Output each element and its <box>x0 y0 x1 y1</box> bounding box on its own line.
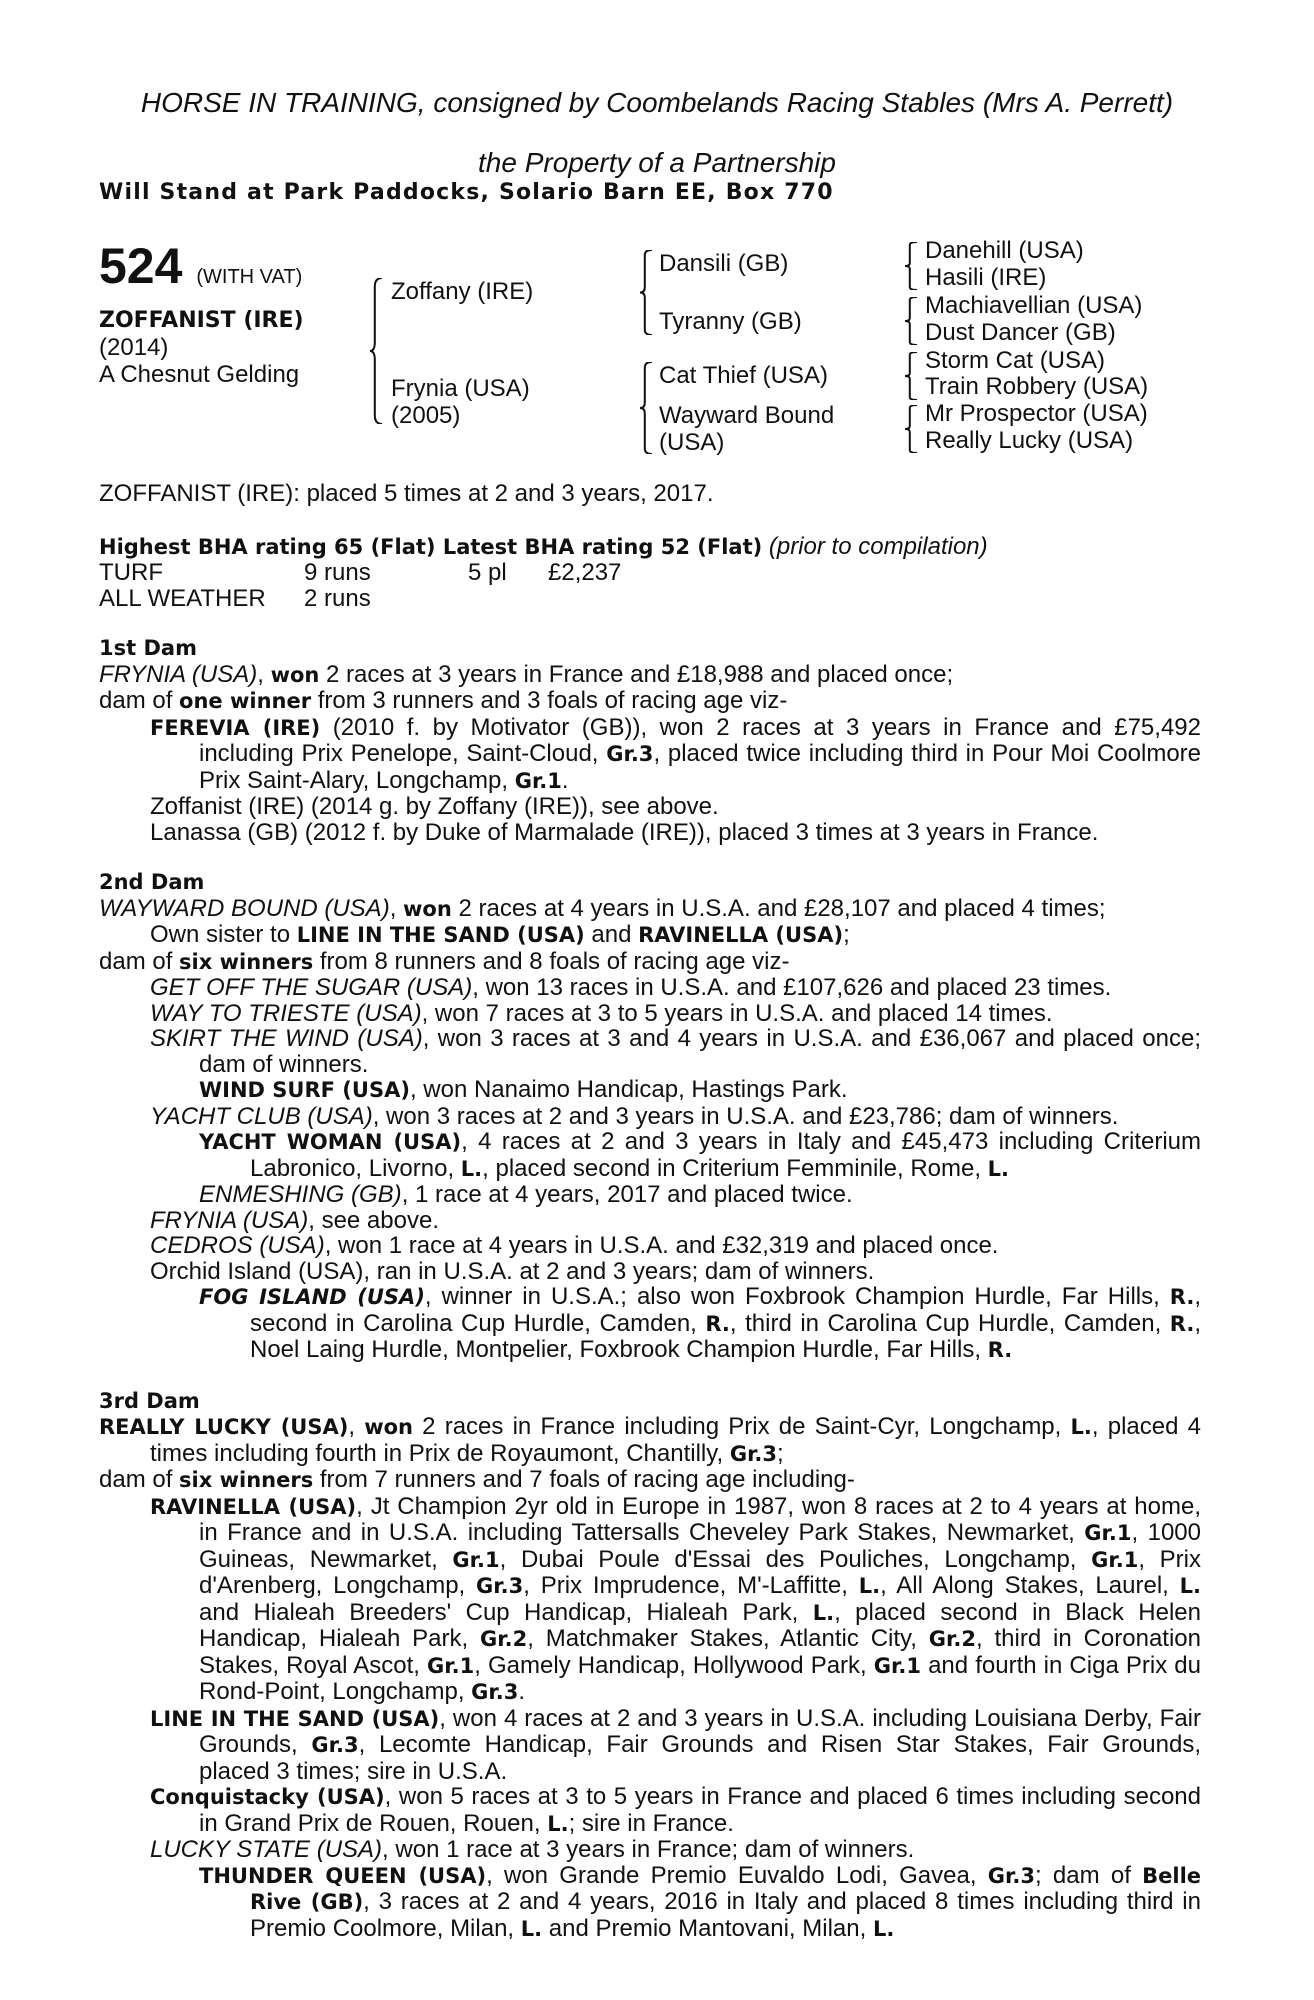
race-record <box>99 560 1201 611</box>
emphasis-text: Gr.3 <box>729 1441 778 1466</box>
pedigree-entry <box>99 1837 1201 1863</box>
entry-text: , won Grande Premio Euvaldo Lodi, Gavea, <box>486 1861 988 1889</box>
emphasis-text: L. <box>858 1574 881 1598</box>
entry-text: , Prix Imprudence, M'-Laffitte, <box>523 1572 859 1599</box>
emphasis-text: Conquistacky (USA) <box>150 1785 385 1809</box>
emphasis-text: FRYNIA (USA) <box>150 1206 309 1234</box>
entry-text: (2010 f. by Motivator (GB)), won 2 races at 3 years in France and £75,492 including Prix Penelope, Saint-Cloud, <box>199 713 1201 767</box>
emphasis-text: WIND SURF (USA) <box>199 1078 410 1102</box>
dam-dam: Wayward Bound <box>659 402 835 429</box>
gen4-ancestor: Danehill (USA) <box>925 237 1084 264</box>
pedigree-entry <box>99 1467 1201 1494</box>
gen4-ancestor: Dust Dancer (GB) <box>925 319 1116 346</box>
entry-text: and fourth in Ciga Prix du Rond-Point, Longchamp, <box>199 1651 1201 1705</box>
emphasis-text: Gr.2 <box>480 1627 528 1651</box>
entry-text: , won 3 races at 2 and 3 years in U.S.A. and £23,786; dam of winners. <box>372 1102 1119 1130</box>
emphasis-text: Gr.1 <box>1084 1521 1132 1545</box>
pedigree-brace <box>905 405 917 453</box>
entry-text: , won 5 races at 3 to 5 years in France and placed 6 times including second in Grand Prix de Rouen, Rouen, <box>199 1783 1201 1837</box>
entry-text: , placed second in Black Helen Handicap, Hialeah Park, <box>199 1598 1201 1652</box>
emphasis-text: Gr.1 <box>873 1653 921 1678</box>
entry-text: , Dubai Poule d'Essai des Pouliches, Longchamp, <box>499 1545 1092 1573</box>
emphasis-text: YACHT WOMAN (USA) <box>199 1130 462 1154</box>
catalogue-body <box>99 481 1201 1942</box>
emphasis-text: L. <box>872 1916 895 1941</box>
record-prize: £2,237 <box>548 559 622 586</box>
entry-text: ; <box>843 921 850 948</box>
entry-text: from 8 runners and 8 foals of racing age viz- <box>313 947 790 975</box>
emphasis-text: LUCKY STATE (USA) <box>150 1836 383 1863</box>
entry-text: dam of <box>99 687 180 714</box>
pedigree-entry <box>99 1077 1201 1104</box>
pedigree-entry <box>99 949 1201 976</box>
bha-rating-note: (prior to compilation) <box>762 532 988 560</box>
entry-text: , 1 race at 4 years, 2017 and placed twice. <box>401 1181 853 1208</box>
emphasis-text: L. <box>812 1600 835 1625</box>
entry-text: , <box>257 660 271 688</box>
record-surface: TURF <box>99 559 163 586</box>
gen4-ancestor: Really Lucky (USA) <box>925 427 1134 454</box>
lot-number <box>99 238 302 305</box>
dam-section <box>99 636 1201 845</box>
entry-text: Orchid Island (USA), ran in U.S.A. at 2 and 3 years; dam of winners. <box>150 1257 875 1285</box>
entry-text: , Prix d'Arenberg, Longchamp, <box>199 1545 1201 1599</box>
dam-section <box>99 870 1201 1364</box>
entry-text: , won 1 race at 4 years in U.S.A. and £32,319 and placed once. <box>324 1232 999 1259</box>
horse-name <box>99 306 304 334</box>
bha-rating <box>99 534 1201 561</box>
entry-text: , <box>389 894 404 922</box>
entry-text: . <box>561 766 569 794</box>
lot-number-value: 524 <box>99 238 183 294</box>
pedigree-entry <box>99 1026 1201 1077</box>
pedigree-brace <box>905 297 917 345</box>
entry-text: , Noel Laing Hurdle, Montpelier, Foxbrook Champion Hurdle, Far Hills, <box>250 1309 1201 1363</box>
dam-year: (2005) <box>391 402 461 429</box>
sire-dam: Tyranny (GB) <box>659 308 802 335</box>
emphasis-text: Gr.1 <box>452 1547 500 1572</box>
emphasis-text: SKIRT THE WIND (USA) <box>150 1025 423 1052</box>
emphasis-text: Gr.3 <box>987 1863 1035 1888</box>
emphasis-text: FRYNIA (USA) <box>99 660 258 688</box>
entry-text: . <box>518 1678 526 1705</box>
pedigree-entry <box>99 688 1201 715</box>
pedigree-entry <box>99 975 1201 1001</box>
pedigree-entry <box>99 794 1201 820</box>
emphasis-text: six winners <box>179 1468 314 1492</box>
entry-text: ; sire in France. <box>568 1809 734 1837</box>
entry-text: , All Along Stakes, Laurel, <box>880 1572 1180 1599</box>
pedigree-entry <box>99 896 1201 949</box>
entry-text: 2 races at 3 years in France and £18,988 and placed once; <box>319 660 954 688</box>
emphasis-text: FEREVIA (IRE) <box>150 715 321 740</box>
emphasis-text: Gr.3 <box>311 1733 359 1757</box>
pedigree-entry <box>99 1706 1201 1785</box>
entry-text: , 1000 Guineas, Newmarket, <box>199 1519 1201 1573</box>
stabling-location: Will Stand at Park Paddocks, Solario Barn EE, Box 770 <box>99 180 834 205</box>
pedigree-entry <box>99 1129 1201 1182</box>
emphasis-text: L. <box>520 1916 543 1941</box>
entry-text: from 7 runners and 7 foals of racing age including- <box>313 1466 855 1493</box>
entry-text: , third in Coronation Stakes, Royal Ascot, <box>199 1625 1201 1679</box>
gen4-ancestor: Storm Cat (USA) <box>925 347 1106 374</box>
vat-label: (WITH VAT) <box>196 266 303 288</box>
entry-text: , won 3 races at 3 and 4 years in U.S.A. and £36,067 and placed once; dam of winners. <box>199 1025 1201 1078</box>
emphasis-text: six winners <box>179 949 314 974</box>
record-placed: 5 pl <box>468 559 507 586</box>
horse-name-text: ZOFFANIST (IRE) <box>99 308 304 333</box>
entry-text: , see above. <box>308 1206 439 1234</box>
dam-heading: 2nd Dam <box>99 870 205 894</box>
emphasis-text: THUNDER QUEEN (USA) <box>199 1863 487 1888</box>
entry-text: , placed twice including third in Pour Moi Coolmore Prix Saint-Alary, Longchamp, <box>199 740 1202 794</box>
emphasis-text: L. <box>1179 1574 1201 1598</box>
entry-text: , won 7 races at 3 to 5 years in U.S.A. and placed 14 times. <box>421 999 1053 1027</box>
entry-text: and <box>584 921 639 948</box>
entry-text: , won 4 races at 2 and 3 years in U.S.A. including Louisiana Derby, Fair Grounds, <box>199 1704 1201 1758</box>
entry-text: , won 1 race at 3 years in France; dam of winners. <box>382 1836 915 1863</box>
entry-text: 2 races at 4 years in U.S.A. and £28,107 and placed 4 times; <box>451 894 1106 922</box>
pedigree-entry <box>99 1233 1201 1259</box>
performance-summary: ZOFFANIST (IRE): placed 5 times at 2 and 3 years, 2017. <box>99 480 714 507</box>
record-runs: 2 runs <box>304 584 371 612</box>
pedigree-brace <box>640 362 652 454</box>
pedigree-brace <box>640 250 652 335</box>
entry-text: Lanassa (GB) (2012 f. by Duke of Marmalade (IRE)), placed 3 times at 3 years in France. <box>150 818 1099 846</box>
pedigree-brace <box>905 242 917 290</box>
entry-text: dam of <box>99 947 180 975</box>
emphasis-text: Belle Rive (GB) <box>250 1863 1202 1914</box>
emphasis-text: L. <box>547 1811 569 1836</box>
pedigree-entry <box>99 1104 1201 1130</box>
entry-text: , Gamely Handicap, Hollywood Park, <box>474 1651 874 1679</box>
emphasis-text: Gr.1 <box>1091 1547 1139 1572</box>
pedigree-entry <box>99 1182 1201 1208</box>
entry-text: dam of <box>99 1466 180 1493</box>
emphasis-text: CEDROS (USA) <box>150 1232 325 1259</box>
dam-sire: Cat Thief (USA) <box>659 362 828 389</box>
emphasis-text: R. <box>987 1338 1013 1362</box>
pedigree-entry <box>99 1259 1201 1285</box>
consignor-title: HORSE IN TRAINING, consigned by Coombelands Racing Stables (Mrs A. Perrett) <box>140 87 1174 118</box>
entry-text: , Matchmaker Stakes, Atlantic City, <box>527 1625 929 1652</box>
dam: Frynia (USA) <box>391 375 530 402</box>
race-record-row <box>99 586 1201 612</box>
record-surface: ALL WEATHER <box>99 584 266 612</box>
emphasis-text: L. <box>1070 1415 1092 1439</box>
entry-text: , 3 races at 2 and 4 years, 2016 in Italy and placed 8 times including third in Premio Coolmore, Milan, <box>250 1888 1201 1942</box>
emphasis-text: R. <box>705 1311 730 1336</box>
dam-dam-country: (USA) <box>659 429 725 456</box>
entry-text: ; <box>777 1439 784 1467</box>
emphasis-text: Gr.1 <box>427 1653 475 1678</box>
emphasis-text: WAY TO TRIESTE (USA) <box>150 999 422 1027</box>
emphasis-text: RAVINELLA (USA) <box>638 923 844 947</box>
emphasis-text: Gr.1 <box>514 768 562 793</box>
emphasis-text: won <box>364 1415 413 1439</box>
dam-heading: 1st Dam <box>99 636 197 660</box>
gen4-ancestor: Train Robbery (USA) <box>925 373 1149 400</box>
gen4-ancestor: Machiavellian (USA) <box>925 292 1143 319</box>
pedigree-entry <box>99 820 1201 846</box>
emphasis-text: one winner <box>179 689 312 713</box>
entry-text: , placed 4 times including fourth in Prix de Royaumont, Chantilly, <box>150 1413 1201 1467</box>
entry-text: and Premio Mantovani, Milan, <box>542 1914 873 1942</box>
horse-description: A Chesnut Gelding <box>99 361 300 388</box>
entry-text: , second in Carolina Cup Hurdle, Camden, <box>250 1283 1201 1337</box>
pedigree-entry <box>99 662 1201 689</box>
bha-rating-text: Highest BHA rating 65 (Flat) Latest BHA rating 52 (Flat) <box>99 534 763 559</box>
emphasis-text: L. <box>460 1156 483 1181</box>
entry-text: , winner in U.S.A.; also won Foxbrook Champion Hurdle, Far Hills, <box>424 1283 1170 1310</box>
entry-text: Zoffanist (IRE) (2014 g. by Zoffany (IRE)), see above. <box>150 793 719 820</box>
foaling-year: (2014) <box>99 334 169 361</box>
pedigree-entry <box>99 1284 1201 1364</box>
pedigree-entry <box>99 1414 1201 1467</box>
emphasis-text: WAYWARD BOUND (USA) <box>99 894 390 922</box>
race-record-row <box>99 560 1201 586</box>
entry-text: and Hialeah Breeders' Cup Handicap, Hialeah Park, <box>199 1598 813 1626</box>
entry-text: ; dam of <box>1034 1861 1143 1889</box>
entry-text: , won 13 races in U.S.A. and £107,626 and placed 23 times. <box>472 974 1112 1001</box>
emphasis-text: YACHT CLUB (USA) <box>150 1102 373 1130</box>
sire: Zoffany (IRE) <box>391 278 534 305</box>
emphasis-text: R. <box>1169 1311 1195 1336</box>
emphasis-text: LINE IN THE SAND (USA) <box>296 923 585 947</box>
entry-text: , placed second in Criterium Femminile, Rome, <box>482 1154 988 1182</box>
entry-text: , Lecomte Handicap, Fair Grounds and Risen Star Stakes, Fair Grounds, placed 3 times; sire in U.S.A. <box>199 1731 1202 1785</box>
emphasis-text: R. <box>1169 1285 1195 1309</box>
emphasis-text: Gr.2 <box>928 1627 976 1651</box>
entry-text: , third in Carolina Cup Hurdle, Camden, <box>729 1309 1170 1337</box>
emphasis-text: Gr.3 <box>606 742 654 766</box>
gen4-ancestor: Hasili (IRE) <box>925 264 1047 291</box>
pedigree-entry <box>99 715 1201 795</box>
entry-text: , 4 races at 2 and 3 years in Italy and £45,473 including Criterium Labronico, Livorno, <box>250 1128 1202 1182</box>
emphasis-text: GET OFF THE SUGAR (USA) <box>150 974 473 1001</box>
pedigree-entry <box>99 1863 1201 1943</box>
emphasis-text: FOG ISLAND (USA) <box>199 1285 425 1309</box>
emphasis-text: REALLY LUCKY (USA) <box>99 1415 349 1439</box>
entry-text: from 3 runners and 3 foals of racing age viz- <box>311 687 788 714</box>
property-title: the Property of a Partnership <box>478 147 836 178</box>
entry-text: 2 races in France including Prix de Saint-Cyr, Longchamp, <box>412 1413 1071 1440</box>
sire-sire: Dansili (GB) <box>659 250 789 277</box>
pedigree-entry <box>99 1001 1201 1027</box>
gen4-ancestor: Mr Prospector (USA) <box>925 400 1148 427</box>
emphasis-text: Gr.3 <box>471 1680 519 1704</box>
entry-text: , <box>348 1413 365 1440</box>
emphasis-text: LINE IN THE SAND (USA) <box>150 1706 440 1731</box>
entry-text: , Jt Champion 2yr old in Europe in 1987, won 8 races at 2 to 4 years at home, in France and in U.S.A. including Tattersalls Cheveley Park Stakes, Newmarket, <box>199 1492 1202 1546</box>
record-runs: 9 runs <box>304 559 371 586</box>
pedigree-brace <box>370 278 382 424</box>
emphasis-text: Gr.3 <box>476 1574 524 1598</box>
dam-heading: 3rd Dam <box>99 1388 200 1413</box>
dam-section <box>99 1389 1201 1943</box>
pedigree-brace <box>905 352 917 400</box>
emphasis-text: won <box>403 896 452 921</box>
emphasis-text: ENMESHING (GB) <box>199 1181 402 1208</box>
entry-text: Own sister to <box>150 921 297 948</box>
emphasis-text: RAVINELLA (USA) <box>150 1494 357 1519</box>
entry-text: , won Nanaimo Handicap, Hastings Park. <box>409 1076 848 1103</box>
pedigree-entry <box>99 1784 1201 1837</box>
emphasis-text: won <box>270 662 320 687</box>
pedigree-entry <box>99 1494 1201 1706</box>
pedigree-entry <box>99 1208 1201 1234</box>
emphasis-text: L. <box>987 1156 1010 1181</box>
